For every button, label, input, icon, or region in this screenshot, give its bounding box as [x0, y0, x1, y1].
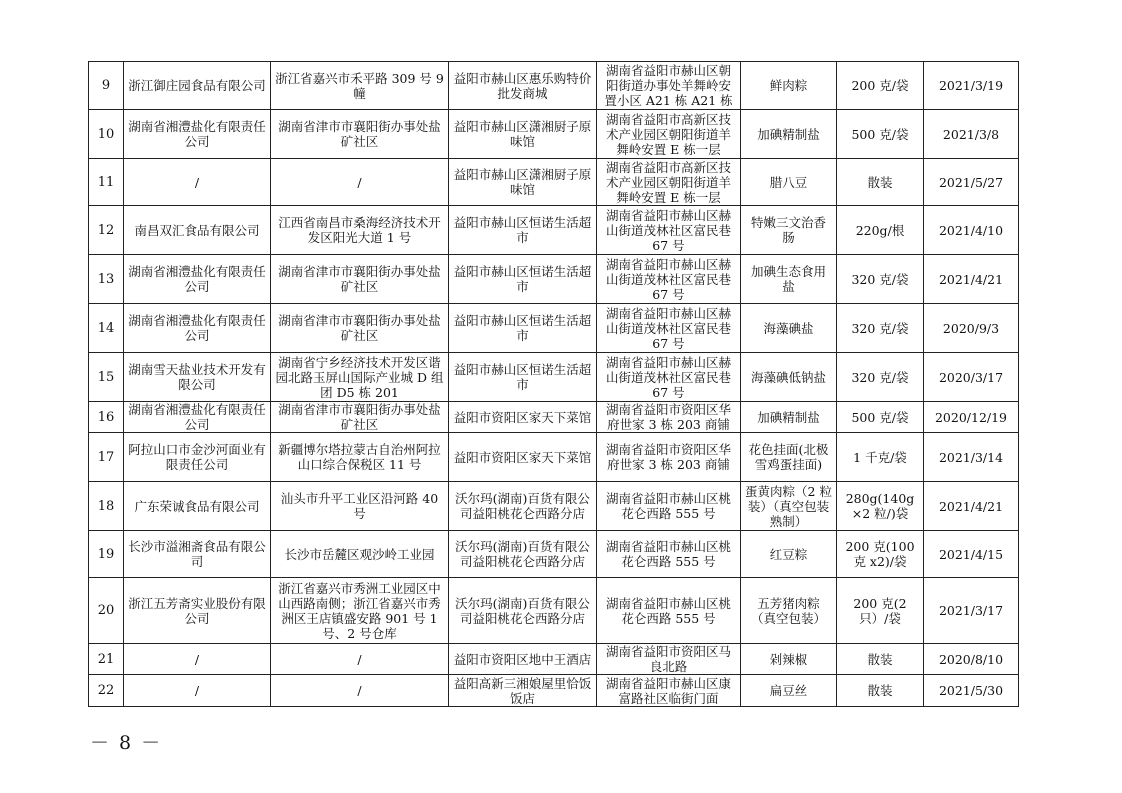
seller-address-cell: 湖南省益阳市资阳区华府世家 3 栋 203 商铺	[597, 433, 741, 482]
row-number: 20	[89, 578, 124, 644]
product-name-cell: 加碘生态食用盐	[741, 255, 837, 304]
producer-address-cell: 湖南省宁乡经济技术开发区谐园北路玉屏山国际产业城 D 组团 D5 栋 201	[271, 353, 449, 402]
seller-address-cell: 湖南省益阳市赫山区桃花仑西路 555 号	[597, 531, 741, 578]
page-number: － 8 －	[90, 732, 163, 754]
row-number: 22	[89, 675, 124, 707]
specification-cell: 1 千克/袋	[837, 433, 924, 482]
producer-name-cell: 湖南雪天盐业技术开发有限公司	[124, 353, 271, 402]
seller-address-cell: 湖南省益阳市赫山区桃花仑西路 555 号	[597, 578, 741, 644]
specification-cell: 500 克/袋	[837, 110, 924, 159]
producer-name-cell: 南昌双汇食品有限公司	[124, 206, 271, 255]
seller-address-cell: 湖南省益阳市赫山区桃花仑西路 555 号	[597, 482, 741, 531]
producer-name-cell: 湖南省湘澧盐化有限责任公司	[124, 402, 271, 433]
producer-address-cell: /	[271, 159, 449, 206]
seller-name-cell: 益阳市资阳区地中王酒店	[449, 644, 597, 675]
row-number: 14	[89, 304, 124, 353]
seller-address-cell: 湖南省益阳市赫山区赫山街道茂林社区富民巷 67 号	[597, 206, 741, 255]
producer-name-cell: 阿拉山口市金沙河面业有限责任公司	[124, 433, 271, 482]
seller-address-cell: 湖南省益阳市高新区技术产业园区朝阳街道羊舞岭安置 E 栋一层	[597, 159, 741, 206]
seller-address-cell: 湖南省益阳市资阳区马良北路	[597, 644, 741, 675]
row-number: 21	[89, 644, 124, 675]
product-name-cell: 海藻碘低钠盐	[741, 353, 837, 402]
table-row	[89, 433, 1019, 482]
product-name-cell: 加碘精制盐	[741, 110, 837, 159]
producer-address-cell: 浙江省嘉兴市禾平路 309 号 9 幢	[271, 62, 449, 110]
product-name-cell: 红豆粽	[741, 531, 837, 578]
sampling-table	[88, 61, 1019, 707]
production-date-cell: 2021/4/15	[924, 531, 1019, 578]
specification-cell: 200 克/袋	[837, 62, 924, 110]
product-name-cell: 腊八豆	[741, 159, 837, 206]
table-row	[89, 62, 1019, 110]
table-row	[89, 159, 1019, 206]
row-number: 11	[89, 159, 124, 206]
product-name-cell: 花色挂面(北极雪鸡蛋挂面)	[741, 433, 837, 482]
production-date-cell: 2020/12/19	[924, 402, 1019, 433]
seller-name-cell: 沃尔玛(湖南)百货有限公司益阳桃花仑西路分店	[449, 578, 597, 644]
producer-address-cell: 长沙市岳麓区观沙岭工业园	[271, 531, 449, 578]
seller-name-cell: 益阳市赫山区潇湘厨子原味馆	[449, 159, 597, 206]
producer-address-cell: 湖南省津市市襄阳街办事处盐矿社区	[271, 402, 449, 433]
producer-name-cell: 长沙市溢湘斋食品有限公司	[124, 531, 271, 578]
product-name-cell: 剁辣椒	[741, 644, 837, 675]
specification-cell: 220g/根	[837, 206, 924, 255]
product-name-cell: 蛋黄肉粽（2 粒装）（真空包装熟制）	[741, 482, 837, 531]
specification-cell: 200 克(100 克 x2)/袋	[837, 531, 924, 578]
producer-name-cell: /	[124, 675, 271, 707]
production-date-cell: 2020/9/3	[924, 304, 1019, 353]
seller-address-cell: 湖南省益阳市赫山区朝阳街道办事处羊舞岭安置小区 A21 栋 A21 栋	[597, 62, 741, 110]
document-page	[88, 61, 1018, 707]
product-name-cell: 特嫩三文治香肠	[741, 206, 837, 255]
seller-address-cell: 湖南省益阳市赫山区赫山街道茂林社区富民巷 67 号	[597, 304, 741, 353]
specification-cell: 320 克/袋	[837, 353, 924, 402]
production-date-cell: 2021/3/14	[924, 433, 1019, 482]
seller-name-cell: 益阳市赫山区恒诺生活超市	[449, 206, 597, 255]
table-row	[89, 675, 1019, 707]
specification-cell: 500 克/袋	[837, 402, 924, 433]
producer-address-cell: 湖南省津市市襄阳街办事处盐矿社区	[271, 255, 449, 304]
producer-name-cell: 广东荣诚食品有限公司	[124, 482, 271, 531]
seller-name-cell: 益阳市赫山区恒诺生活超市	[449, 304, 597, 353]
seller-name-cell: 益阳市资阳区家天下菜馆	[449, 402, 597, 433]
product-name-cell: 鲜肉粽	[741, 62, 837, 110]
seller-name-cell: 益阳市赫山区恒诺生活超市	[449, 353, 597, 402]
seller-name-cell: 益阳高新三湘娘屋里恰饭饭店	[449, 675, 597, 707]
seller-address-cell: 湖南省益阳市赫山区赫山街道茂林社区富民巷 67 号	[597, 255, 741, 304]
row-number: 16	[89, 402, 124, 433]
production-date-cell: 2021/3/17	[924, 578, 1019, 644]
row-number: 9	[89, 62, 124, 110]
row-number: 18	[89, 482, 124, 531]
production-date-cell: 2021/3/19	[924, 62, 1019, 110]
seller-name-cell: 益阳市赫山区潇湘厨子原味馆	[449, 110, 597, 159]
seller-name-cell: 益阳市赫山区恒诺生活超市	[449, 255, 597, 304]
product-name-cell: 加碘精制盐	[741, 402, 837, 433]
producer-address-cell: 湖南省津市市襄阳街办事处盐矿社区	[271, 304, 449, 353]
specification-cell: 320 克/袋	[837, 255, 924, 304]
seller-name-cell: 益阳市资阳区家天下菜馆	[449, 433, 597, 482]
producer-name-cell: /	[124, 159, 271, 206]
production-date-cell: 2020/3/17	[924, 353, 1019, 402]
production-date-cell: 2021/4/21	[924, 255, 1019, 304]
specification-cell: 280g(140g ×2 粒/)袋	[837, 482, 924, 531]
table-row	[89, 578, 1019, 644]
production-date-cell: 2021/4/10	[924, 206, 1019, 255]
producer-address-cell: 湖南省津市市襄阳街办事处盐矿社区	[271, 110, 449, 159]
production-date-cell: 2021/4/21	[924, 482, 1019, 531]
specification-cell: 散装	[837, 675, 924, 707]
table-row	[89, 644, 1019, 675]
producer-name-cell: 浙江御庄园食品有限公司	[124, 62, 271, 110]
producer-name-cell: 湖南省湘澧盐化有限责任公司	[124, 304, 271, 353]
production-date-cell: 2020/8/10	[924, 644, 1019, 675]
table-row	[89, 531, 1019, 578]
row-number: 17	[89, 433, 124, 482]
producer-address-cell: 浙江省嘉兴市秀洲工业园区中山西路南侧；浙江省嘉兴市秀洲区王店镇盛安路 901 号 1 号、2 号仓库	[271, 578, 449, 644]
seller-address-cell: 湖南省益阳市资阳区华府世家 3 栋 203 商铺	[597, 402, 741, 433]
table-body	[89, 62, 1019, 707]
producer-name-cell: /	[124, 644, 271, 675]
production-date-cell: 2021/5/27	[924, 159, 1019, 206]
specification-cell: 200 克(2 只）/袋	[837, 578, 924, 644]
row-number: 12	[89, 206, 124, 255]
producer-name-cell: 湖南省湘澧盐化有限责任公司	[124, 255, 271, 304]
table-row	[89, 402, 1019, 433]
production-date-cell: 2021/5/30	[924, 675, 1019, 707]
product-name-cell: 五芳猪肉粽（真空包装）	[741, 578, 837, 644]
product-name-cell: 海藻碘盐	[741, 304, 837, 353]
producer-name-cell: 浙江五芳斋实业股份有限公司	[124, 578, 271, 644]
producer-address-cell: 汕头市升平工业区沿河路 40 号	[271, 482, 449, 531]
table-row	[89, 206, 1019, 255]
seller-address-cell: 湖南省益阳市赫山区赫山街道茂林社区富民巷 67 号	[597, 353, 741, 402]
specification-cell: 散装	[837, 159, 924, 206]
producer-address-cell: 江西省南昌市桑海经济技术开发区阳光大道 1 号	[271, 206, 449, 255]
production-date-cell: 2021/3/8	[924, 110, 1019, 159]
producer-name-cell: 湖南省湘澧盐化有限责任公司	[124, 110, 271, 159]
table-row	[89, 255, 1019, 304]
seller-address-cell: 湖南省益阳市高新区技术产业园区朝阳街道羊舞岭安置 E 栋一层	[597, 110, 741, 159]
row-number: 19	[89, 531, 124, 578]
producer-address-cell: /	[271, 644, 449, 675]
row-number: 15	[89, 353, 124, 402]
table-row	[89, 110, 1019, 159]
row-number: 10	[89, 110, 124, 159]
seller-name-cell: 益阳市赫山区惠乐购特价批发商城	[449, 62, 597, 110]
producer-address-cell: 新疆博尔塔拉蒙古自治州阿拉山口综合保税区 11 号	[271, 433, 449, 482]
table-row	[89, 353, 1019, 402]
specification-cell: 320 克/袋	[837, 304, 924, 353]
product-name-cell: 扁豆丝	[741, 675, 837, 707]
table-row	[89, 482, 1019, 531]
specification-cell: 散装	[837, 644, 924, 675]
seller-address-cell: 湖南省益阳市赫山区康富路社区临街门面	[597, 675, 741, 707]
row-number: 13	[89, 255, 124, 304]
table-row	[89, 304, 1019, 353]
seller-name-cell: 沃尔玛(湖南)百货有限公司益阳桃花仑西路分店	[449, 482, 597, 531]
seller-name-cell: 沃尔玛(湖南)百货有限公司益阳桃花仑西路分店	[449, 531, 597, 578]
producer-address-cell: /	[271, 675, 449, 707]
